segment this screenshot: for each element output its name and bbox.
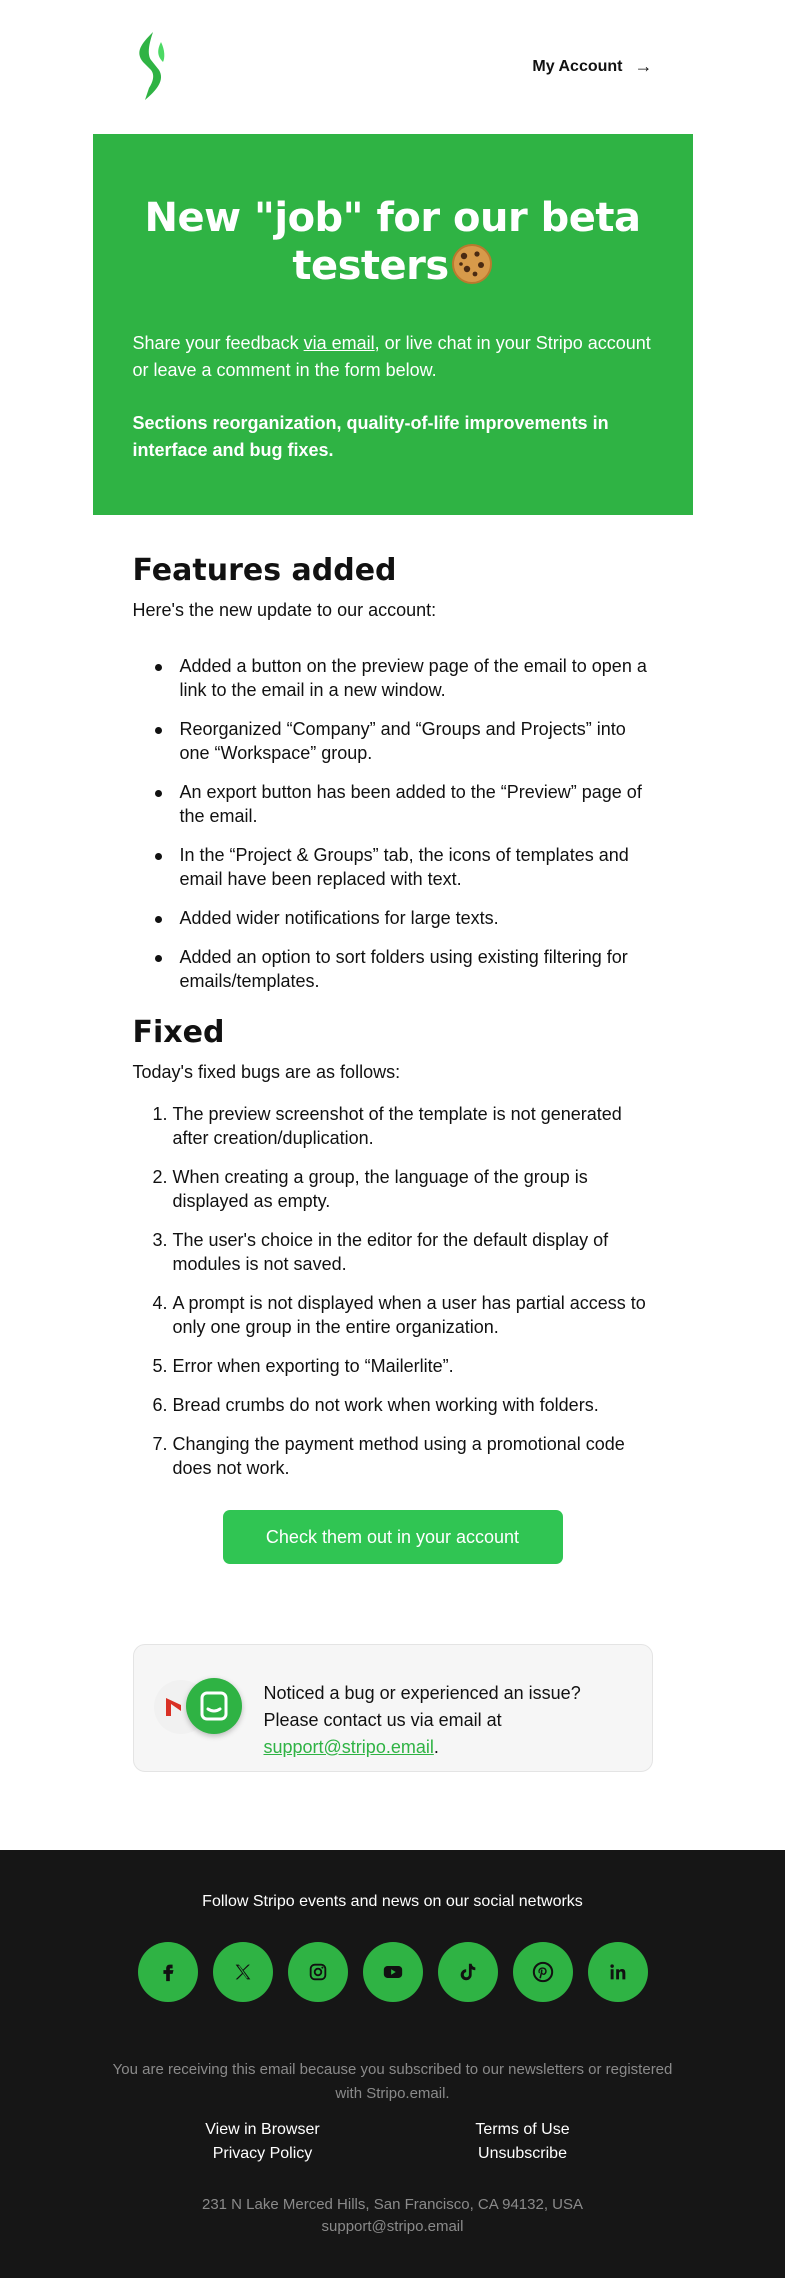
stripo-logo[interactable]	[131, 30, 169, 102]
list-item: Added wider notifications for large texts.	[180, 906, 653, 930]
email-container	[93, 0, 693, 1772]
x-icon[interactable]	[213, 1942, 273, 2002]
arrow-right-icon: →	[634, 56, 653, 76]
list-number: 5.	[152, 1356, 168, 1376]
list-number: 1.	[152, 1104, 168, 1124]
hero-title-text: New "job" for our beta testers	[144, 195, 641, 289]
features-title: Features added	[132, 553, 397, 588]
my-account-link[interactable]	[532, 56, 652, 77]
list-item-text: The user's choice in the editor for the default display of modules is not saved.	[172, 1230, 609, 1274]
list-item: Added an option to sort folders using existing filtering for emails/templates.	[180, 945, 653, 993]
list-item	[152, 1432, 653, 1480]
view-in-browser-link[interactable]: View in Browser	[205, 2121, 320, 2138]
list-number: 2.	[152, 1167, 168, 1187]
footer-email[interactable]: support@stripo.email	[321, 2218, 464, 2235]
support-email-link[interactable]: support@stripo.email	[263, 1737, 434, 1757]
terms-link[interactable]: Terms of Use	[475, 2121, 570, 2138]
support-text	[264, 1680, 612, 1761]
instagram-icon[interactable]	[288, 1942, 348, 2002]
list-item-text: Bread crumbs do not work when working with folders.	[172, 1395, 599, 1415]
features-list	[133, 654, 653, 993]
email-footer	[0, 1850, 785, 2278]
address-text: 231 N Lake Merced Hills, San Francisco, CA 94132, USA	[201, 2196, 583, 2213]
list-item: Reorganized “Company” and “Groups and Projects” into one “Workspace” group.	[180, 717, 653, 765]
facebook-icon[interactable]	[138, 1942, 198, 2002]
cta-wrapper	[133, 1510, 653, 1564]
hero-title	[133, 134, 653, 290]
follow-text: Follow Stripo events and news on our social networks	[202, 1893, 583, 1910]
list-number: 3.	[152, 1230, 168, 1250]
email-header	[93, 0, 693, 134]
list-item	[152, 1354, 653, 1378]
hero-banner	[93, 134, 693, 515]
list-item: In the “Project & Groups” tab, the icons of templates and email have been replaced with text.	[180, 843, 653, 891]
subscription-notice: You are receiving this email because you subscribed to our newsletters or registered with Stripo.email.	[112, 2061, 673, 2102]
social-links	[0, 1942, 785, 2002]
via-email-link[interactable]: via email	[303, 333, 375, 353]
list-item	[152, 1102, 653, 1150]
fixed-list	[133, 1102, 653, 1480]
list-item-text: A prompt is not displayed when a user has partial access to only one group in the entire organization.	[172, 1293, 646, 1337]
list-number: 6.	[152, 1395, 168, 1415]
fixed-title: Fixed	[132, 1015, 225, 1050]
tiktok-icon[interactable]	[438, 1942, 498, 2002]
support-box	[133, 1644, 653, 1772]
list-item	[152, 1291, 653, 1339]
list-item	[152, 1393, 653, 1417]
fixed-lead: Today's fixed bugs are as follows:	[132, 1062, 401, 1082]
main-content	[93, 515, 693, 1772]
list-number: 4.	[152, 1293, 168, 1313]
support-text-start: Noticed a bug or experienced an issue? Please contact us via email at	[263, 1683, 581, 1730]
list-number: 7.	[152, 1434, 168, 1454]
cookie-icon	[451, 243, 493, 285]
hero-bold-text: Sections reorganization, quality-of-life improvements in interface and bug fixes.	[132, 413, 609, 460]
privacy-link[interactable]: Privacy Policy	[212, 2145, 313, 2162]
list-item-text: Error when exporting to “Mailerlite”.	[172, 1356, 454, 1376]
unsubscribe-link[interactable]: Unsubscribe	[478, 2145, 567, 2162]
list-item: Added a button on the preview page of the email to open a link to the email in a new window.	[180, 654, 653, 702]
list-item	[152, 1165, 653, 1213]
company-address	[0, 2194, 785, 2238]
chat-icon	[186, 1678, 242, 1734]
list-item-text: When creating a group, the language of the group is displayed as empty.	[172, 1167, 588, 1211]
support-text-end: .	[433, 1737, 439, 1757]
pinterest-icon[interactable]	[513, 1942, 573, 2002]
hero-text-start: Share your feedback	[132, 333, 304, 353]
features-lead: Here's the new update to our account:	[132, 600, 437, 620]
list-item-text: The preview screenshot of the template is not generated after creation/duplication.	[172, 1104, 622, 1148]
linkedin-icon[interactable]	[588, 1942, 648, 2002]
footer-links	[133, 2118, 653, 2166]
list-item-text: Changing the payment method using a promotional code does not work.	[172, 1434, 625, 1478]
my-account-label: My Account	[532, 57, 623, 75]
hero-text	[133, 330, 653, 384]
youtube-icon[interactable]	[363, 1942, 423, 2002]
hero-text-end: , or live chat in your Stripo account or leave a comment in the form below.	[132, 333, 651, 380]
list-item	[152, 1228, 653, 1276]
list-item: An export button has been added to the “Preview” page of the email.	[180, 780, 653, 828]
check-account-button[interactable]: Check them out in your account	[223, 1510, 563, 1564]
